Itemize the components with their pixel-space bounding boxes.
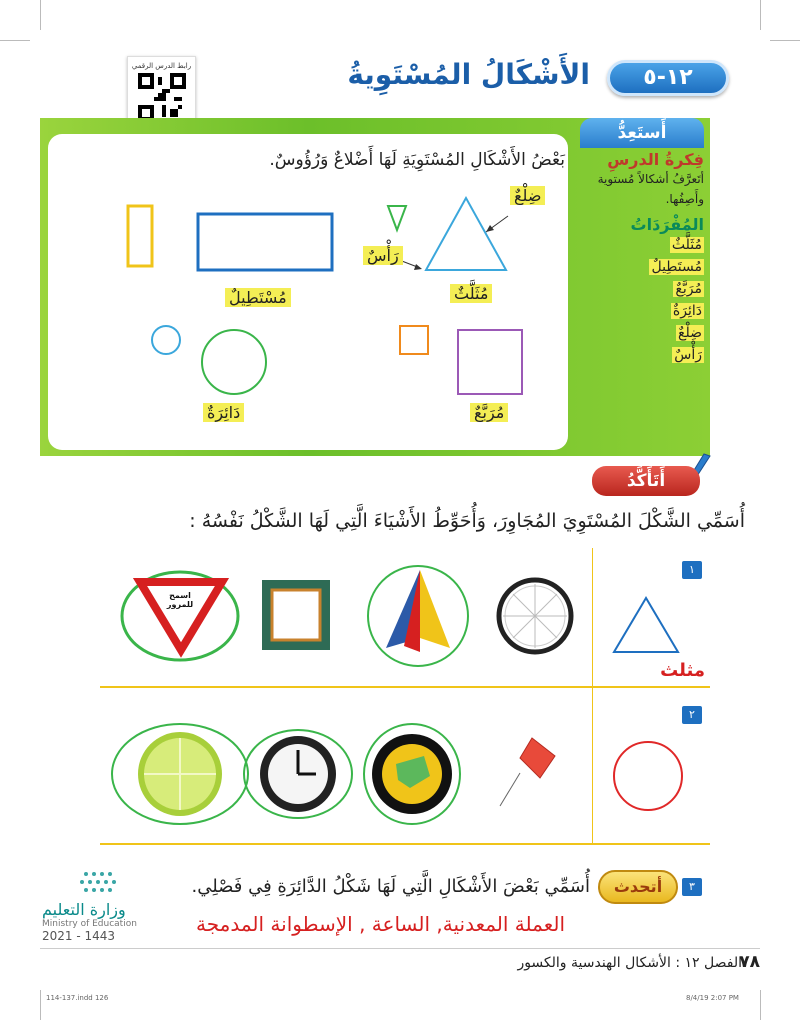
label-circle: دَائِرَةٌ [203, 403, 244, 422]
intro-sentence: بَعْضُ الأَشْكَالِ المُسْتَوِيَةِ لَهَا أَضْلاعٌ وَرُؤُوسٌ. [269, 150, 565, 170]
yield-sign-text: اسمح للمرور [166, 591, 194, 609]
tent-icon [386, 570, 450, 652]
label-vertex: رَأْسٌ [363, 246, 403, 265]
crop-mark [760, 0, 761, 30]
vocab-item: مُستَطِيلٌ [651, 259, 702, 275]
triangle-shape [426, 198, 506, 270]
label-triangle: مُثَلَّثٌ [450, 284, 492, 303]
challenge-question: أُسَمِّي بَعْضَ الأَشْكَالِ الَّتِي لَهَا شَكْلُ الدَّائِرَةِ فِي فَصْلِي. [191, 876, 590, 897]
chapter-title: الفصل ١٢ : الأشكال الهندسية والكسور [517, 955, 742, 971]
circle-shape [202, 330, 266, 394]
triangle-shape [614, 598, 678, 652]
qr-caption: رابط الدرس الرقمي [131, 62, 192, 70]
footer-divider [40, 948, 760, 949]
lesson-sidebar [580, 150, 704, 450]
qr-code-icon [138, 73, 186, 121]
crop-mark [760, 990, 761, 1020]
label-square: مُرَبَّعٌ [470, 403, 508, 422]
exercise-number: ٢ [682, 706, 702, 724]
idea-heading: فِكرةُ الدرسِ [607, 150, 704, 169]
emblem-icon [372, 734, 452, 814]
lesson-number-badge: ١٢-٥ [607, 60, 729, 96]
slug-file: 114-137.indd 126 [46, 994, 109, 1002]
crop-mark [40, 990, 41, 1020]
exercise-number: ١ [682, 561, 702, 579]
circle-shape [614, 742, 682, 810]
vocab-heading: المُفْرَدَاتُ [630, 215, 704, 234]
vocab-item: دَائِرَةٌ [672, 303, 702, 319]
check-question: أُسَمِّي الشَّكْلَ المُسْتَوِيَ المُجَاوِرَ، وَأُحَوِّطُ الأَشْيَاءَ الَّتِي لَهَا الشَّكْلُ نَفْسُهُ : [189, 510, 745, 532]
bicycle-wheel-icon [499, 580, 571, 652]
label-side: ضِلْعٌ [510, 186, 545, 205]
small-circle [152, 326, 180, 354]
page-number: ٧٨ [739, 952, 760, 972]
edition-year: 2021 - 1443 [42, 929, 116, 943]
wall-clock-icon [260, 736, 336, 812]
idea-text: أتَعرَّفُ أشكالاً مُستوية وأَصِفُها. [597, 172, 704, 206]
kite-icon [500, 738, 555, 806]
tab-ready: أَستَعِدُّ [580, 118, 704, 148]
crop-mark [770, 40, 800, 41]
crop-mark [40, 0, 41, 30]
challenge-badge: أتحدث [598, 870, 678, 904]
vocab-item: مُثَلَّثٌ [671, 237, 702, 253]
vocab-item: مُرَبَّعٌ [675, 281, 702, 297]
vocab-item: رَأْسٌ [674, 347, 702, 363]
challenge-answer: العملة المعدنية, الساعة , الإسطوانة المدمجة [196, 912, 565, 936]
small-triangle [388, 206, 406, 230]
exercise-number: ٣ [682, 878, 702, 896]
tab-check: أَتَأَكَّدُ [592, 466, 700, 496]
lime-slice-icon [138, 732, 222, 816]
ministry-name-en: Ministry of Education [42, 919, 137, 929]
ministry-logo [42, 870, 162, 943]
square-shape [458, 330, 522, 394]
exercise-grid [0, 548, 800, 844]
slug-date: 8/4/19 2:07 PM [686, 994, 739, 1002]
small-square [400, 326, 428, 354]
small-rectangle [128, 206, 152, 266]
square-frame-icon [262, 580, 330, 650]
vocab-item: ضِلْعٌ [678, 325, 702, 341]
lesson-title: الأَشْكَالُ المُسْتَوِيةُ [347, 58, 590, 91]
ministry-name-ar: وزارة التعليم [42, 900, 126, 919]
label-rectangle: مُسْتَطِيلٌ [225, 288, 291, 307]
answer-triangle: مثلث [660, 660, 705, 681]
crop-mark [0, 40, 30, 41]
rectangle-shape [198, 214, 332, 270]
ministry-dots-icon [42, 870, 138, 896]
